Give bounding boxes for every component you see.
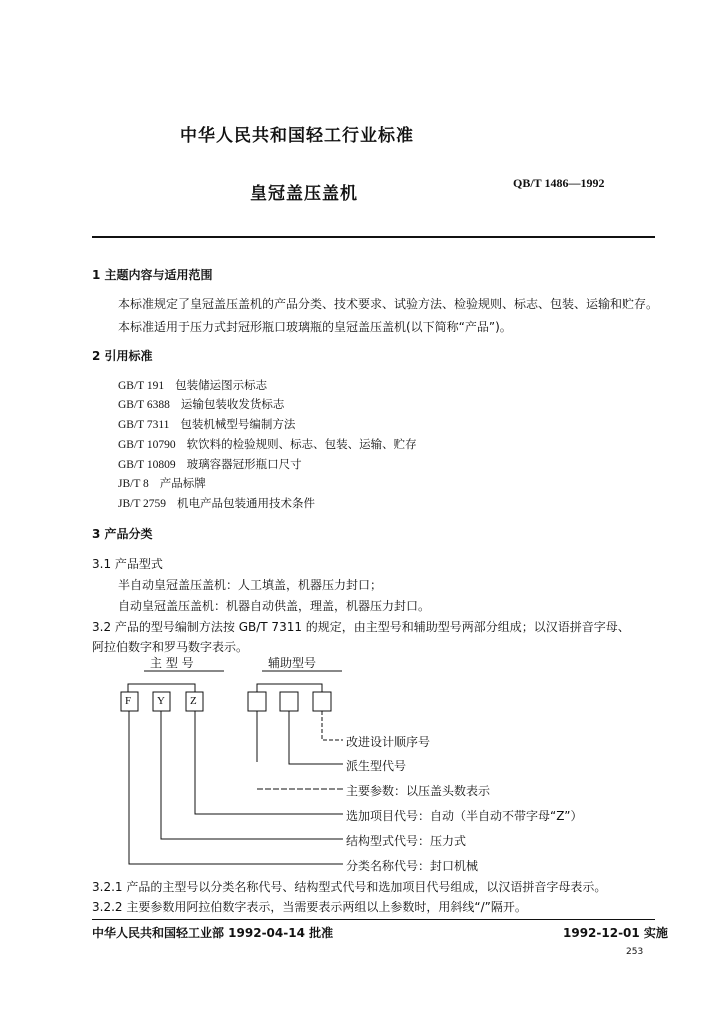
- ref-title: 软饮料的检验规则、标志、包装、运输、贮存: [186, 437, 417, 451]
- ref-code: JB/T 8: [118, 478, 149, 490]
- document-title: 皇冠盖压盖机: [250, 184, 358, 204]
- ref-title: 运输包装收发货标志: [180, 397, 285, 411]
- ref-code: GB/T 10790: [118, 439, 176, 451]
- approval-line: 中华人民共和国轻工业部 1992-04-14 批准: [92, 926, 334, 940]
- footer-rule: [92, 919, 655, 920]
- ref-code: JB/T 2759: [118, 498, 167, 510]
- connector-2: [289, 711, 343, 764]
- org-title: 中华人民共和国轻工行业标准: [180, 126, 414, 146]
- aux-model-label: 辅助型号: [268, 656, 317, 670]
- box-f-label: F: [125, 695, 132, 707]
- section-1-heading: 1 主题内容与适用范围: [92, 268, 213, 282]
- ref-code: GB/T 7311: [118, 419, 170, 431]
- ref-code: GB/T 10809: [118, 459, 176, 471]
- section-3-2-line-1: 3.2 产品的型号编制方法按 GB/T 7311 的规定，由主型号和辅助型号两部分组成；以汉语拼音字母、: [92, 620, 630, 634]
- section-3-2-1: 3.2.1 产品的主型号以分类名称代号、结构型式代号和选加项目代号组成，以汉语拼音字母表示。: [92, 880, 607, 894]
- page-number: 253: [626, 947, 644, 957]
- main-model-label: 主 型 号: [150, 656, 194, 670]
- box-aux-3: [313, 692, 331, 711]
- label-optional-item: 选加项目代号：自动（半自动不带字母“Z”）: [346, 809, 583, 823]
- section-3-heading: 3 产品分类: [92, 527, 153, 541]
- main-model-bracket: [128, 684, 195, 692]
- section-3-1-heading: 3.1 产品型式: [92, 557, 163, 571]
- section-2-heading: 2 引用标准: [92, 349, 153, 363]
- label-derivative-code: 派生型代号: [346, 759, 407, 773]
- box-z-label: Z: [190, 695, 197, 707]
- section-3-2-2: 3.2.2 主要参数用阿拉伯数字表示，当需要表示两组以上参数时，用斜线“/”隔开。: [92, 900, 527, 914]
- connector-4: [195, 711, 343, 814]
- section-3-1-line-1: 半自动皇冠盖压盖机：人工填盖，机器压力封口；: [118, 578, 383, 592]
- ref-title: 包装机械型号编制方法: [180, 417, 296, 431]
- box-aux-2: [280, 692, 298, 711]
- ref-title: 包装储运图示标志: [175, 378, 268, 392]
- box-y-label: Y: [157, 695, 165, 707]
- ref-title: 玻璃容器冠形瓶口尺寸: [186, 457, 302, 471]
- section-1-para-2: 本标准适用于压力式封冠形瓶口玻璃瓶的皇冠盖压盖机(以下简称“产品”)。: [118, 320, 512, 334]
- ref-title: 产品标牌: [159, 476, 206, 490]
- label-main-parameter: 主要参数：以压盖头数表示: [346, 784, 491, 798]
- section-1-para-1: 本标准规定了皇冠盖压盖机的产品分类、技术要求、试验方法、检验规则、标志、包装、运输和贮存。: [118, 297, 659, 311]
- connector-5: [161, 711, 343, 839]
- ref-title: 机电产品包装通用技术条件: [177, 496, 316, 510]
- section-3-2-line-2: 阿拉伯数字和罗马数字表示。: [92, 640, 249, 654]
- label-structure-type: 结构型式代号：压力式: [346, 834, 467, 848]
- box-aux-1: [248, 692, 266, 711]
- aux-model-bracket: [257, 684, 322, 692]
- label-category-code: 分类名称代号：封口机械: [346, 859, 479, 873]
- ref-code: GB/T 6388: [118, 399, 170, 411]
- implementation-line: 1992-12-01 实施: [563, 926, 668, 940]
- connector-1: [322, 711, 343, 740]
- ref-code: GB/T 191: [118, 380, 165, 392]
- standard-code: QB/T 1486—1992: [513, 176, 605, 190]
- label-improvement-seq: 改进设计顺序号: [346, 735, 431, 749]
- section-3-1-line-2: 自动皇冠盖压盖机：机器自动供盖，理盖，机器压力封口。: [118, 599, 431, 613]
